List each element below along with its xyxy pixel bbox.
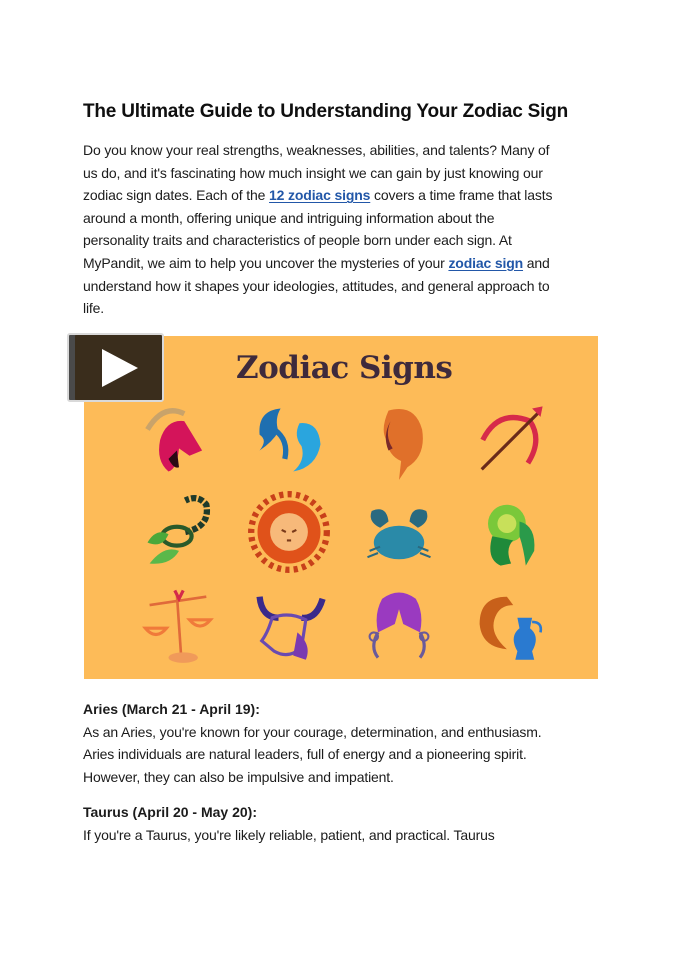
intro-text: MyPandit, we aim to help you uncover the mysteries of your bbox=[83, 254, 449, 271]
leo-icon bbox=[234, 486, 344, 578]
intro-line: us do, and it's fascinating how much insight we can gain by just knowing our bbox=[83, 164, 543, 181]
intro-line: personality traits and characteristics of people born under each sign. At bbox=[83, 232, 512, 249]
libra-icon bbox=[124, 578, 234, 670]
link-zodiac-sign[interactable]: zodiac sign bbox=[448, 254, 524, 271]
section-aries bbox=[83, 698, 603, 788]
link-12-zodiac-signs[interactable]: 12 zodiac signs bbox=[269, 187, 371, 204]
virgo-icon bbox=[344, 394, 454, 486]
intro-text: zodiac sign dates. Each of the bbox=[83, 187, 270, 204]
section-line: As an Aries, you're known for your courage, determination, and enthusiasm. bbox=[83, 723, 542, 740]
sagittarius-icon bbox=[454, 394, 564, 486]
zodiac-icon-grid bbox=[124, 394, 564, 674]
intro-text: and bbox=[523, 254, 550, 271]
intro-paragraph bbox=[83, 139, 583, 320]
section-line: However, they can also be impulsive and impatient. bbox=[83, 768, 394, 785]
play-icon bbox=[102, 349, 138, 387]
section-heading: Taurus (April 20 - May 20): bbox=[83, 804, 258, 820]
section-line: Aries individuals are natural leaders, full of energy and a pioneering spirit. bbox=[83, 746, 527, 763]
intro-line: around a month, offering unique and intriguing information about the bbox=[83, 209, 495, 226]
section-line: If you're a Taurus, you're likely reliable, patient, and practical. Taurus bbox=[83, 826, 495, 843]
taurus-icon bbox=[234, 578, 344, 670]
pisces-icon bbox=[234, 394, 344, 486]
page-title: The Ultimate Guide to Understanding Your Zodiac Sign bbox=[83, 101, 569, 122]
aries-icon bbox=[454, 486, 564, 578]
intro-line bbox=[83, 184, 583, 207]
intro-line: Do you know your real strengths, weaknesses, abilities, and talents? Many of bbox=[83, 142, 550, 158]
aquarius-icon bbox=[454, 578, 564, 670]
section-heading: Aries (March 21 - April 19): bbox=[83, 701, 260, 717]
cancer-icon bbox=[344, 486, 454, 578]
scorpio-icon bbox=[124, 486, 234, 578]
capricorn-icon bbox=[124, 394, 234, 486]
intro-text: covers a time frame that lasts bbox=[370, 187, 553, 204]
intro-line bbox=[83, 252, 583, 275]
gemini-icon bbox=[344, 578, 454, 670]
section-taurus bbox=[83, 801, 603, 846]
video-play-button[interactable] bbox=[67, 333, 164, 402]
intro-line: understand how it shapes your ideologies, attitudes, and general approach to bbox=[83, 277, 550, 294]
image-caption: Zodiac Signs bbox=[236, 350, 453, 386]
intro-line: life. bbox=[83, 300, 105, 317]
